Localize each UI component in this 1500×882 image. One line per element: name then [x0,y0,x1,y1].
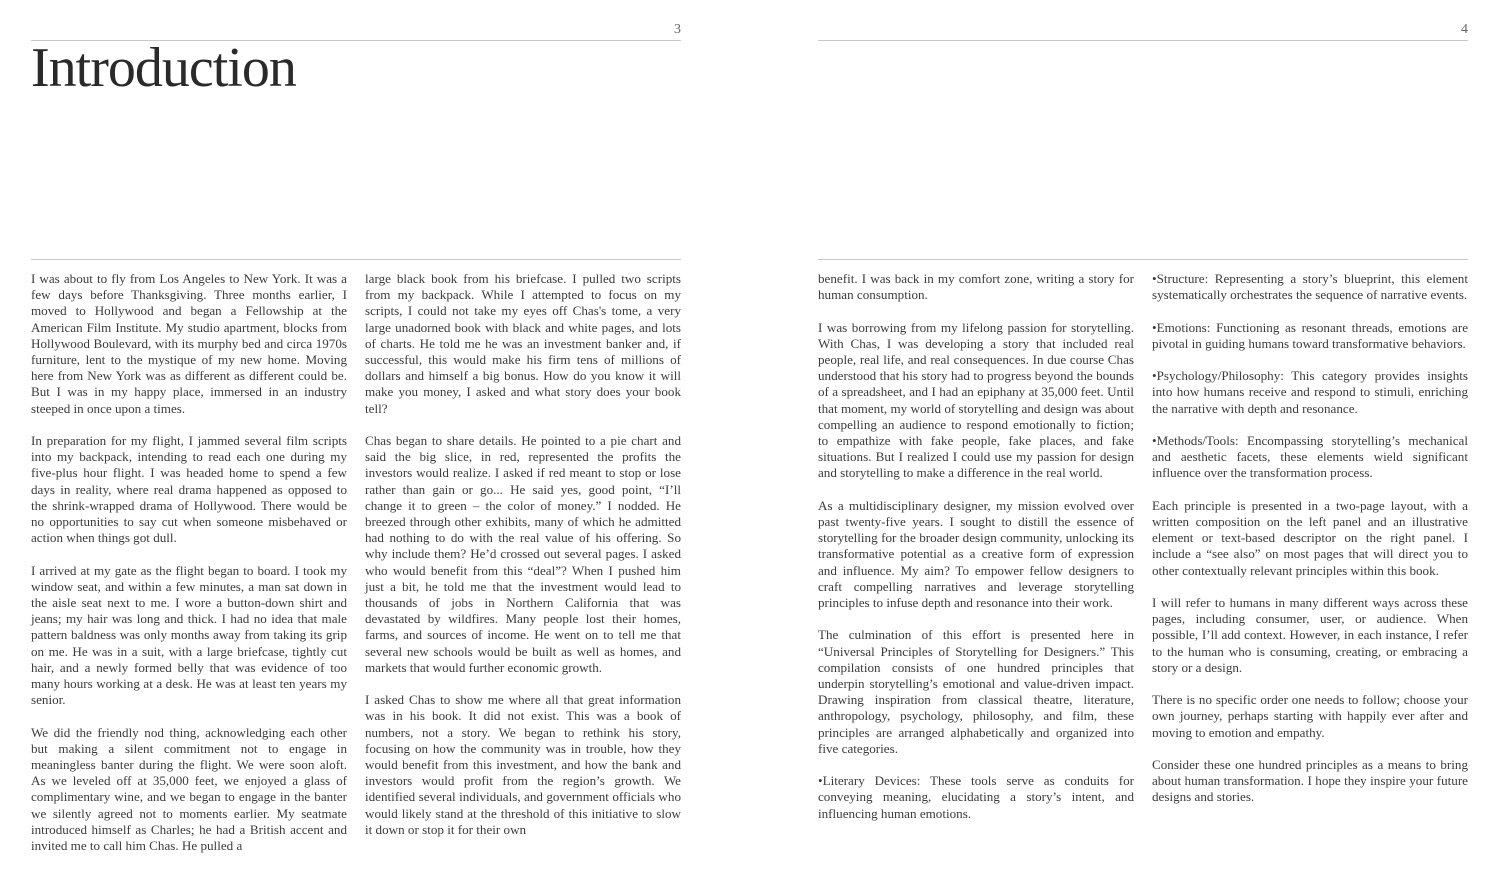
paragraph: The culmination of this effort is presented here in “Universal Principles of Storytelling for Designers.” This compilation consists of one hundred principles that underpin storytelling’s emotional and value-driven impact. Drawing inspiration from classical theatre, literature, anthropology, psychology, philosophy, and film, these principles are arranged alphabetically and organized into five categories. [818,627,1134,756]
bullet-item: •Psychology/Philosophy: This category provides insights into how humans receive and respond to stimuli, enriching the narrative with depth and resonance. [1152,368,1468,416]
paragraph: I was borrowing from my lifelong passion for storytelling. With Chas, I was developing a story that included real people, real life, and real consequences. In due course Chas understood that his story had to progress beyond the bounds of a spreadsheet, and I had an epiphany at 35,000 feet. Until that moment, my world of storytelling and design was about compelling an audience to respond emotionally to fiction; to empathize with fake people, fake places, and fake situations. But I realized I could use my passion for design and storytelling to make a difference in the real world. [818,319,1134,481]
paragraph: large black book from his briefcase. I pulled two scripts from my backpack. While I attempted to focus on my scripts, I could not take my eyes off Chas's tome, a very large unadorned book with black and white pages, and lots of charts. He told me he was an investment banker and, if successful, this would make his firm tens of millions of dollars and himself a big bonus. How do you know it will make you money, I asked and what story does your book tell? [365,271,681,416]
paragraph: As a multidisciplinary designer, my mission evolved over past twenty-five years. I sought to distill the essence of storytelling for the broader design community, unlocking its transformative potential as a creative form of expression and influence. My aim? To empower fellow designers to craft compelling narratives and leverage storytelling principles to infuse depth and resonance into their work. [818,497,1134,611]
bullet-item: •Methods/Tools: Encompassing storytelling’s mechanical and aesthetic facets, these elements wield significant influence over the transformation process. [1152,432,1468,481]
right-column-1 [818,271,1134,822]
paragraph: I was about to fly from Los Angeles to New York. It was a few days before Thanksgiving. Three months earlier, I moved to Hollywood and began a Fellowship at the American Film Institute. My studio apartment, blocks from Hollywood Boulevard, with its murphy bed and circa 1970s furniture, lent to the mystique of my new home. Moving here from New York was as different as different could be. But I was in my happy place, immersed in an industry steeped in once upon a times. [31,271,347,416]
paragraph: I will refer to humans in many different ways across these pages, including consumer, user, or audience. When possible, I’ll add context. However, in each instance, I refer to the human who is consuming, creating, or embracing a story or a design. [1152,594,1468,675]
paragraph: There is no specific order one needs to follow; choose your own journey, perhaps starting with happily ever after and moving to emotion and empathy. [1152,692,1468,740]
section-rule-right [818,259,1468,260]
right-page [818,0,1468,882]
chapter-title: Introduction [31,37,296,99]
paragraph: Each principle is presented in a two-page layout, with a written composition on the left panel and an illustrative element or text-based descriptor on the right panel. I include a “see also” on most pages that will direct you to other contextually relevant principles within this book. [1152,497,1468,578]
page-number-right: 4 [1461,22,1468,37]
header-rule-right [818,40,1468,41]
paragraph: Chas began to share details. He pointed to a pie chart and said the big slice, in red, represented the profits the investors would realize. I asked if red meant to stop or lose rather than gain or go... He said yes, good point, “I’ll change it to green – the color of money.” I nodded. He breezed through other exhibits, many of which he admitted had nothing to do with the real value of his offering. So why include them? He’d crossed out several pages. I asked who would benefit from this “deal”? When I pushed him just a bit, he told me that the investment would lead to thousands of jobs in Northern California that was devastated by wildfires. Many people lost their homes, farms, and sources of income. He went on to tell me that several new schools would be built as well as homes, and markets that would further economic growth. [365,433,681,675]
paragraph: In preparation for my flight, I jammed several film scripts into my backpack, intending to read each one during my five-plus hour flight. I was headed home to spend a few days in reality, where real drama happened as opposed to the shrink-wrapped drama of Hollywood. There would be no opportunities to say cut when someone misbehaved or action when things got dull. [31,433,347,546]
paragraph: We did the friendly nod thing, acknowledging each other but making a silent commitment not to engage in meaningless banter during the flight. We were soon aloft. As we leveled off at 35,000 feet, we enjoyed a glass of complimentary wine, and we began to engage in the banter we silently agreed not to moments earlier. My seatmate introduced himself as Charles; he had a British accent and invited me to call him Chas. He pulled a [31,724,347,854]
right-column-2 [1152,271,1468,806]
bullet-item: •Emotions: Functioning as resonant threads, emotions are pivotal in guiding humans toward transformative behaviors. [1152,319,1468,351]
section-rule-left [31,259,681,260]
paragraph: Consider these one hundred principles as a means to bring about human transformation. I hope they inspire your future designs and stories. [1152,756,1468,805]
bullet-item: •Literary Devices: These tools serve as conduits for conveying meaning, elucidating a story’s intent, and influencing human emotions. [818,773,1134,821]
paragraph: benefit. I was back in my comfort zone, writing a story for human consumption. [818,271,1134,303]
page-number-left: 3 [674,22,681,37]
left-page [31,0,681,882]
left-column-1 [31,271,347,854]
left-column-2 [365,271,681,838]
bullet-item: •Structure: Representing a story’s blueprint, this element systematically orchestrates the sequence of narrative events. [1152,271,1468,303]
paragraph: I asked Chas to show me where all that great information was in his book. It did not exist. This was a book of numbers, not a story. We began to rethink his story, focusing on how the community was in trouble, how they would benefit from this investment, and how the bank and investors would profit from the region’s growth. We identified several individuals, and government officials who would likely stand at the threshold of this initiative to slow it down or stop it for their own [365,692,681,837]
paragraph: I arrived at my gate as the flight began to board. I took my window seat, and within a few minutes, a man sat down in the aisle seat next to me. I wore a button-down shirt and jeans; my hair was long and thick. I had no idea that male pattern baldness was only months away from taking its grip on me. He was in a suit, with a large briefcase, tightly cut hair, and a newly formed belly that was evidence of too many hours working at a desk. He was at least ten years my senior. [31,562,347,708]
